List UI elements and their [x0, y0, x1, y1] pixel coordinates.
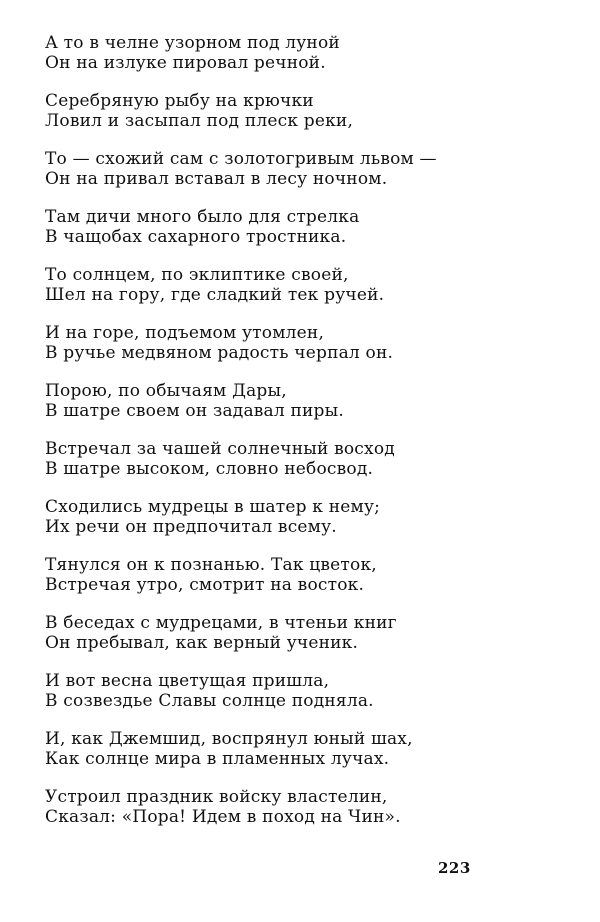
verse-line: Серебряную рыбу на крючки — [45, 91, 314, 111]
verse-line: Встречал за чашей солнечный восход — [45, 439, 395, 459]
verse-line: Устроил праздник войску властелин, — [45, 787, 388, 807]
stanza — [45, 498, 565, 537]
verse-line: В ручье медвяном радость черпал он. — [45, 342, 394, 363]
stanza — [45, 440, 565, 479]
poem-page — [45, 34, 565, 846]
verse-line: Как солнце мира в пламенных лучах. — [45, 748, 390, 769]
verse-line: Там дичи много было для стрелка — [45, 207, 360, 227]
verse-line: Он на излуке пировал речной. — [45, 52, 326, 73]
verse-line: В шатре высоком, словно небосвод. — [45, 458, 374, 479]
stanza — [45, 150, 565, 189]
stanza — [45, 382, 565, 421]
page-number: 223 — [438, 859, 471, 877]
verse-line: Порою, по обычаям Дары, — [45, 381, 287, 401]
stanza — [45, 672, 565, 711]
stanza — [45, 614, 565, 653]
stanza — [45, 266, 565, 305]
stanza — [45, 556, 565, 595]
stanza — [45, 92, 565, 131]
verse-line: Их речи он предпочитал всему. — [45, 516, 337, 537]
verse-line: Он пребывал, как верный ученик. — [45, 632, 359, 653]
verse-line: То солнцем, по эклиптике своей, — [45, 265, 349, 285]
verse-line: Встречая утро, смотрит на восток. — [45, 574, 365, 595]
verse-line: Шел на гору, где сладкий тек ручей. — [45, 284, 385, 305]
stanza — [45, 34, 565, 73]
verse-line: Сходились мудрецы в шатер к нему; — [45, 497, 381, 517]
stanza — [45, 730, 565, 769]
verse-line: Ловил и засыпал под плеск реки, — [45, 110, 354, 131]
verse-line: Он на привал вставал в лесу ночном. — [45, 168, 388, 189]
verse-line: И, как Джемшид, воспрянул юный шах, — [45, 729, 413, 749]
verse-line: В шатре своем он задавал пиры. — [45, 400, 344, 421]
stanza — [45, 208, 565, 247]
verse-line: Тянулся он к познанью. Так цветок, — [45, 555, 377, 575]
verse-line: В беседах с мудрецами, в чтеньи книг — [45, 613, 397, 633]
verse-line: И на горе, подъемом утомлен, — [45, 323, 325, 343]
verse-line: И вот весна цветущая пришла, — [45, 671, 330, 691]
stanza — [45, 788, 565, 827]
verse-line: В созвездье Славы солнце подняла. — [45, 690, 374, 711]
verse-line: То — схожий сам с золотогривым львом — — [45, 149, 437, 169]
verse-line: В чащобах сахарного тростника. — [45, 226, 347, 247]
verse-line: Сказал: «Пора! Идем в поход на Чин». — [45, 806, 401, 827]
stanza — [45, 324, 565, 363]
verse-line: А то в челне узорном под луной — [45, 33, 340, 53]
